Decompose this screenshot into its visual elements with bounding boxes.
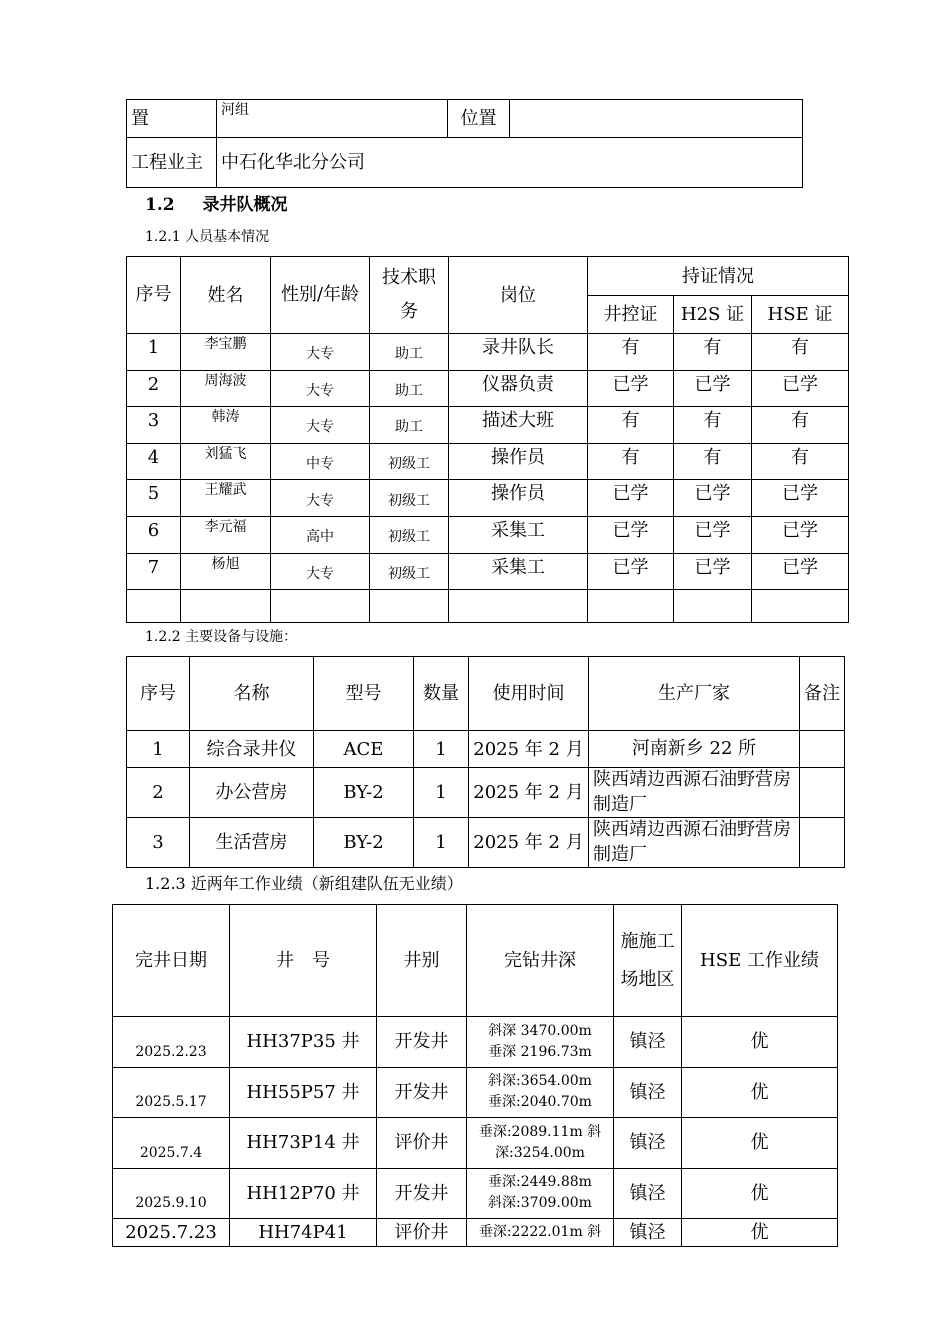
cell-post: 操作员	[449, 443, 588, 480]
personnel-rows	[127, 334, 849, 623]
cell-area: 镇泾	[614, 1118, 682, 1169]
cell-final-depth	[467, 1168, 614, 1219]
cell-hse: 已学	[752, 516, 849, 553]
cell-quantity: 1	[414, 768, 469, 818]
header-name: 姓名	[181, 257, 271, 334]
cell-name: 韩涛	[181, 407, 271, 444]
cell-note	[800, 731, 845, 768]
cell-name: 刘猛飞	[181, 443, 271, 480]
cell-name: 杨旭	[181, 553, 271, 590]
cell-well-type: 开发井	[377, 1017, 467, 1068]
table-row	[113, 1168, 838, 1219]
cell-education: 高中	[271, 516, 370, 553]
cell-hse-record: 优	[682, 1067, 838, 1118]
cell-well-type: 开发井	[377, 1168, 467, 1219]
cell-final-depth	[467, 1067, 614, 1118]
table-row	[113, 1219, 838, 1247]
cell-well-control: 有	[588, 407, 674, 444]
cell-seq: 3	[127, 407, 181, 444]
header-well-type: 井别	[377, 905, 467, 1017]
cell-seq: 1	[127, 731, 190, 768]
cell-well-control: 有	[588, 443, 674, 480]
header-manufacturer: 生产厂家	[589, 657, 800, 731]
cell-empty	[449, 590, 588, 623]
cell-tech-title: 助工	[370, 370, 449, 407]
cell-completion-date: 2025.2.23	[113, 1017, 230, 1068]
header-post: 岗位	[449, 257, 588, 334]
cell-empty	[588, 590, 674, 623]
cell-well-number: HH74P41	[230, 1219, 377, 1247]
cell-completion-date: 2025.7.4	[113, 1118, 230, 1169]
table-row	[113, 1017, 838, 1068]
cell-name: 李宝鹏	[181, 334, 271, 371]
subsection-heading-1-2-1: 1.2.1 人员基本情况	[145, 229, 270, 245]
cell-post: 采集工	[449, 516, 588, 553]
cell-completion-date: 2025.5.17	[113, 1067, 230, 1118]
cell-well-number: HH12P70 井	[230, 1168, 377, 1219]
cell-hse-record: 优	[682, 1118, 838, 1169]
cell-hse: 有	[752, 334, 849, 371]
header-seq: 序号	[127, 657, 190, 731]
cell-model: ACE	[314, 731, 414, 768]
cell-label-owner: 工程业主	[127, 138, 217, 188]
cell-seq: 2	[127, 370, 181, 407]
header-hse-record: HSE 工作业绩	[682, 905, 838, 1017]
cell-education: 大专	[271, 407, 370, 444]
cell-area: 镇泾	[614, 1219, 682, 1247]
cell-h2s: 有	[674, 407, 752, 444]
cell-empty	[370, 590, 449, 623]
cell-label-location: 位置	[448, 100, 510, 138]
subsection-heading-1-2-2: 1.2.2 主要设备与设施：	[145, 629, 298, 645]
cell-post: 操作员	[449, 480, 588, 517]
cell-seq: 4	[127, 443, 181, 480]
table-row	[127, 370, 849, 407]
depth-line-2: 斜深:3709.00m	[488, 1195, 592, 1212]
header-well-number: 井 号	[230, 905, 377, 1017]
cell-education: 中专	[271, 443, 370, 480]
table-row	[127, 443, 849, 480]
cell-seq: 5	[127, 480, 181, 517]
cell-seq: 6	[127, 516, 181, 553]
cell-seq: 2	[127, 768, 190, 818]
cell-tech-title: 初级工	[370, 480, 449, 517]
cell-hse: 已学	[752, 370, 849, 407]
cell-use-time: 2025 年 2 月	[469, 768, 589, 818]
cell-completion-date: 2025.9.10	[113, 1168, 230, 1219]
cell-manufacturer: 陕西靖边西源石油野营房制造厂	[589, 768, 800, 818]
cell-final-depth	[467, 1017, 614, 1068]
cell-h2s: 已学	[674, 553, 752, 590]
section-number: 1.2	[145, 195, 175, 215]
cell-h2s: 已学	[674, 516, 752, 553]
cell-post: 仪器负责	[449, 370, 588, 407]
cell-formation-partial: 河组	[217, 100, 448, 138]
cell-hse-record: 优	[682, 1219, 838, 1247]
cell-model: BY-2	[314, 768, 414, 818]
cell-hse-record: 优	[682, 1017, 838, 1068]
cell-tech-title: 初级工	[370, 553, 449, 590]
depth-line-2: 垂深:2040.70m	[488, 1094, 592, 1111]
cell-seq: 1	[127, 334, 181, 371]
table-row	[113, 1067, 838, 1118]
cell-note	[800, 768, 845, 818]
equipment-table	[126, 656, 845, 868]
section-heading-1-2	[145, 190, 288, 215]
table-row	[127, 334, 849, 371]
cell-well-type: 评价井	[377, 1118, 467, 1169]
header-model: 型号	[314, 657, 414, 731]
cell-h2s: 已学	[674, 370, 752, 407]
table-row	[127, 480, 849, 517]
cell-name: 生活营房	[190, 818, 314, 868]
table-row	[127, 553, 849, 590]
header-hse-cert: HSE 证	[752, 296, 849, 334]
cell-name: 办公营房	[190, 768, 314, 818]
cell-manufacturer: 陕西靖边西源石油野营房制造厂	[589, 818, 800, 868]
header-final-depth: 完钻井深	[467, 905, 614, 1017]
cell-tech-title: 助工	[370, 334, 449, 371]
cell-area: 镇泾	[614, 1168, 682, 1219]
header-certificates: 持证情况	[588, 257, 849, 296]
cell-empty	[752, 590, 849, 623]
cell-name: 李元福	[181, 516, 271, 553]
depth-line-2: 垂深 2196.73m	[488, 1043, 592, 1060]
header-completion-date: 完井日期	[113, 905, 230, 1017]
cell-well-type: 开发井	[377, 1067, 467, 1118]
header-gender-age: 性别/年龄	[271, 257, 370, 334]
cell-hse: 已学	[752, 480, 849, 517]
cell-final-depth	[467, 1219, 614, 1247]
cell-well-number: HH73P14 井	[230, 1118, 377, 1169]
header-h2s-cert: H2S 证	[674, 296, 752, 334]
personnel-table	[126, 256, 849, 623]
subsection-heading-1-2-3: 1.2.3 近两年工作业绩（新组建队伍无业绩）	[145, 874, 463, 893]
cell-final-depth	[467, 1118, 614, 1169]
depth-line-2: 深:3254.00m	[495, 1144, 585, 1161]
cell-hse-record: 优	[682, 1168, 838, 1219]
depth-line-1: 斜深 3470.00m	[488, 1022, 592, 1039]
depth-line-1: 垂深:2222.01m 斜	[478, 1224, 602, 1240]
cell-education: 大专	[271, 370, 370, 407]
cell-use-time: 2025 年 2 月	[469, 818, 589, 868]
performance-table	[112, 904, 838, 1247]
cell-education: 大专	[271, 553, 370, 590]
header-use-time: 使用时间	[469, 657, 589, 731]
cell-empty	[127, 590, 181, 623]
cell-education: 大专	[271, 480, 370, 517]
cell-use-time: 2025 年 2 月	[469, 731, 589, 768]
cell-name: 王耀武	[181, 480, 271, 517]
header-construction-area: 施施工场地区	[614, 905, 682, 1017]
cell-post: 录井队长	[449, 334, 588, 371]
header-note: 备注	[800, 657, 845, 731]
depth-line-1: 垂深:2449.88m	[488, 1174, 592, 1191]
project-info-table	[126, 99, 803, 188]
cell-hse: 有	[752, 407, 849, 444]
cell-empty	[674, 590, 752, 623]
cell-area: 镇泾	[614, 1017, 682, 1068]
cell-name: 周海波	[181, 370, 271, 407]
cell-tech-title: 初级工	[370, 516, 449, 553]
cell-seq: 3	[127, 818, 190, 868]
cell-manufacturer: 河南新乡 22 所	[589, 731, 800, 768]
table-row	[127, 407, 849, 444]
cell-quantity: 1	[414, 818, 469, 868]
cell-model: BY-2	[314, 818, 414, 868]
header-name: 名称	[190, 657, 314, 731]
performance-rows	[113, 1017, 838, 1247]
table-row	[127, 731, 845, 768]
cell-tech-title: 助工	[370, 407, 449, 444]
cell-well-control: 已学	[588, 516, 674, 553]
table-row	[127, 516, 849, 553]
cell-empty	[271, 590, 370, 623]
cell-hse: 已学	[752, 553, 849, 590]
cell-quantity: 1	[414, 731, 469, 768]
cell-post: 采集工	[449, 553, 588, 590]
cell-well-type: 评价井	[377, 1219, 467, 1247]
header-seq: 序号	[127, 257, 181, 334]
depth-line-1: 斜深:3654.00m	[488, 1073, 592, 1090]
cell-well-control: 已学	[588, 480, 674, 517]
cell-h2s: 有	[674, 443, 752, 480]
header-well-control-cert: 井控证	[588, 296, 674, 334]
table-row-empty	[127, 590, 849, 623]
header-quantity: 数量	[414, 657, 469, 731]
cell-well-number: HH37P35 井	[230, 1017, 377, 1068]
cell-well-control: 已学	[588, 370, 674, 407]
cell-hse: 有	[752, 443, 849, 480]
depth-line-1: 垂深:2089.11m 斜	[478, 1123, 602, 1140]
cell-empty	[181, 590, 271, 623]
section-title: 录井队概况	[202, 195, 288, 215]
table-row	[127, 768, 845, 818]
cell-tech-title: 初级工	[370, 443, 449, 480]
table-row	[127, 818, 845, 868]
cell-owner-value: 中石化华北分公司	[217, 138, 803, 188]
cell-name: 综合录井仪	[190, 731, 314, 768]
cell-seq: 7	[127, 553, 181, 590]
cell-education: 大专	[271, 334, 370, 371]
cell-well-number: HH55P57 井	[230, 1067, 377, 1118]
cell-note	[800, 818, 845, 868]
cell-location-value	[510, 100, 803, 138]
cell-post: 描述大班	[449, 407, 588, 444]
cell-well-control: 有	[588, 334, 674, 371]
cell-h2s: 已学	[674, 480, 752, 517]
cell-h2s: 有	[674, 334, 752, 371]
cell-well-control: 已学	[588, 553, 674, 590]
header-tech-title: 技术职务	[370, 257, 449, 334]
table-row	[113, 1118, 838, 1169]
equipment-rows	[127, 731, 845, 868]
cell-label-position-partial: 置	[127, 100, 217, 138]
cell-completion-date: 2025.7.23	[113, 1219, 230, 1247]
cell-area: 镇泾	[614, 1067, 682, 1118]
